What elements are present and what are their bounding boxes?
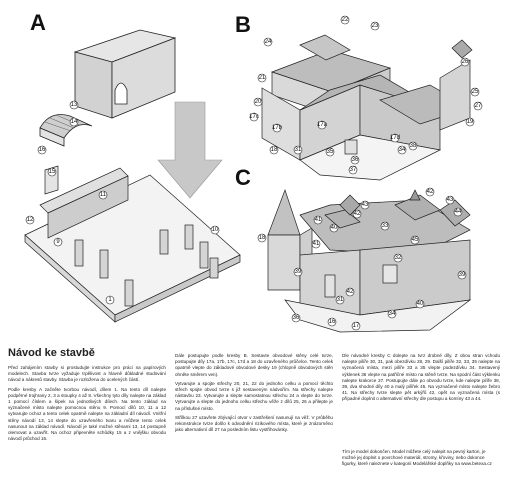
paragraph-drawing-b: Dále postupujte podle kresby B. Sestavte obvodové stěny celé tvrze, postupujte díly 17a, 17b, 17c, 17d a 18 do uzavřeného průčelce. Tento celek opatrně vlepte do základové obvodové desky 19 (chlopně obvodových stěn ohněte směrem ven). [175,353,333,377]
callout-a-5: 9 [56,239,60,245]
callout-b-3: 21 [258,75,266,81]
callout-b-2: 24 [264,39,272,45]
callout-b-16: 36 [351,157,359,163]
callout-a-7: 10 [211,227,219,233]
callout-b-19: 34 [398,147,406,153]
callout-c-2: 40 [330,225,338,231]
callout-b-8: 17a [316,122,328,128]
callout-a-0: 14 [70,119,78,125]
callout-c-19: 40 [416,301,424,307]
callout-b-15: 35 [326,149,334,155]
callout-c-18: 34 [388,311,396,317]
callout-a-4: 11 [99,192,107,198]
paragraph-drawing-c: Dle návodné kresby C dolepte na tvrz drobné díly. Z obou stran vchodu nalepte pilíře 30, 31, pak obezdívku 28, 29. Další pilíře 32, 33, 35 nalepte na vyznačená místa, mezi pilíře 33 a 35 vlepte podezdívku 34. Sestavený výklenek 36 vlepte na patřičné místo na stěně tvrze. Na spodní část výklenku nalepte krakorce 37. Postupujte dále po obvodu tvrze, kde nalepte pilíře 38, 39, dva shodné díly 40 a malý pilířek 45. Na vyznačené místo nalepte žebro 41. Na střechy tvrze slepte pět arkýřů 42, opět na vyznačená místa (s případné doplnit o alternativní střechy dle postupu a komíny 43 a 44. [342,353,500,402]
paragraph-roofs: Vytvarujte a spojte střechy 20, 21, 22 do jednoho celku a pomocí těchto střech spojte obvod tvrze s již sestaveným nádvořím. Na střechy nalepte nástavbu 23. Vytvarujte a slepte samostatnou střechu 24 a vlepte do tvrze. Vytvarujte a slepte do jednoho celku střechu věže z dílů 25, 26 a přilepte je na příslušné místo. [175,380,333,411]
callout-c-3: 42 [353,211,361,217]
callout-b-0: 22 [341,17,349,23]
callout-b-6: 20 [254,99,262,105]
callout-c-0: 18 [258,235,266,241]
callout-b-18: 31 [294,147,302,153]
callout-b-10: 19 [466,119,474,125]
callout-c-11: 41 [312,241,320,247]
panel-letter-b: B [235,12,251,37]
callout-c-13: 42 [346,289,354,295]
completion-note [342,449,500,468]
callout-a-2: 16 [38,147,46,153]
callout-c-17: 17 [352,323,360,329]
callout-b-7: 17b [271,125,283,131]
callout-c-9: 32 [394,255,402,261]
callout-b-17: 37 [349,167,357,173]
callout-b-1: 23 [371,23,379,29]
callout-b-9: 25 [471,89,479,95]
callout-b-14: 38 [409,143,417,149]
callout-c-7: 44 [454,209,462,215]
assembly-arrow [158,102,222,198]
castle-assembly-b [262,35,472,180]
callout-c-4: 43 [361,202,369,208]
callout-c-16: 16 [328,319,336,325]
callout-c-14: 31 [336,297,344,303]
callout-a-6: 12 [26,217,34,223]
page-title: Návod ke stavbě [8,347,95,359]
callout-c-8: 33 [381,223,389,229]
paragraph-intro: Před zahájením stavby si prostudujte instrukce pro práci na papírových modelech. Stavba tvrze vyžaduje trpělivost a hlavně důkladné studování návod a nákresů stavby. Stavba je rozložena do ucelených částí. [8,365,166,383]
callout-a-3: 15 [48,169,56,175]
panel-letter-c: C [235,165,251,190]
text-column-2 [175,353,333,436]
callout-b-4: 26 [461,59,469,65]
callout-c-12: 45 [411,237,419,243]
callout-a-8: 1 [108,297,112,303]
panel-letter-a: A [30,10,46,35]
callout-c-6: 43 [446,197,454,203]
callout-c-20: 39 [458,272,466,278]
castle-assembly-c [268,190,470,332]
text-column-3 [342,353,500,406]
paragraph-drawing-a: Podle kresby A začněte tvorbou návodí, dílem 1. Na tento díl nalepte podpěrné trojhrany 2, 3 a stoupky 4 až 8. Všechny tyto díly nalepte na základ 1 pomocí číslem a šipek na jednotlivých dílech. Na tento základ na vyznačené místo nalepte pomocnou stěnu 9. Pomocí dílů 10, 11 a 12 vytvarujte ochoz a tento celek opatrně nalepte na základní díl návodí. Vnitřní stěny návodí 13, 14 slepte do uzavřeného tvaru a můžete tento celek nasunout na základ návodí. Návodí je také možné stěnami 13, 14 postupně olemovat a uzavřít. Na ochoz připevněte schůdky 15 a z vnějšku obvodu návodí průchod 16. [8,386,166,442]
callout-c-15: 36 [292,315,300,321]
curved-gate-part [40,115,92,147]
callout-c-10: 39 [294,269,302,275]
callout-c-1: 41 [314,217,322,223]
completion-text: Tím je model dokončen. Model můžete celý nalepit na pevný karton, je možné jej doplnit o povrchové materiál, stromy, křoviny, nebo dokonce figurky, které naleznete v kategorii Modelářské doplňky na www.betexa.cz [342,449,492,467]
instructions-text [8,345,500,479]
callout-b-12: 17d [389,135,401,141]
callout-b-11: 27 [474,103,482,109]
callout-c-5: 42 [426,189,434,195]
paragraph-roof-closure: Střílkou 27 uzavřete zbývající otvor v zastřešení nasunují na věž. V průběhu rekonstrukce tvrze došlo k odvodnění rizikového místa, které je znázorněno jako alternativní díl 27 na posledním listu vystřihovánky. [175,414,333,433]
text-column-1 [8,365,166,445]
callout-b-13: 18 [270,147,278,153]
inner-walls-box [75,30,175,118]
callout-b-5: 17c [249,114,259,120]
callout-a-1: 13 [70,102,78,108]
